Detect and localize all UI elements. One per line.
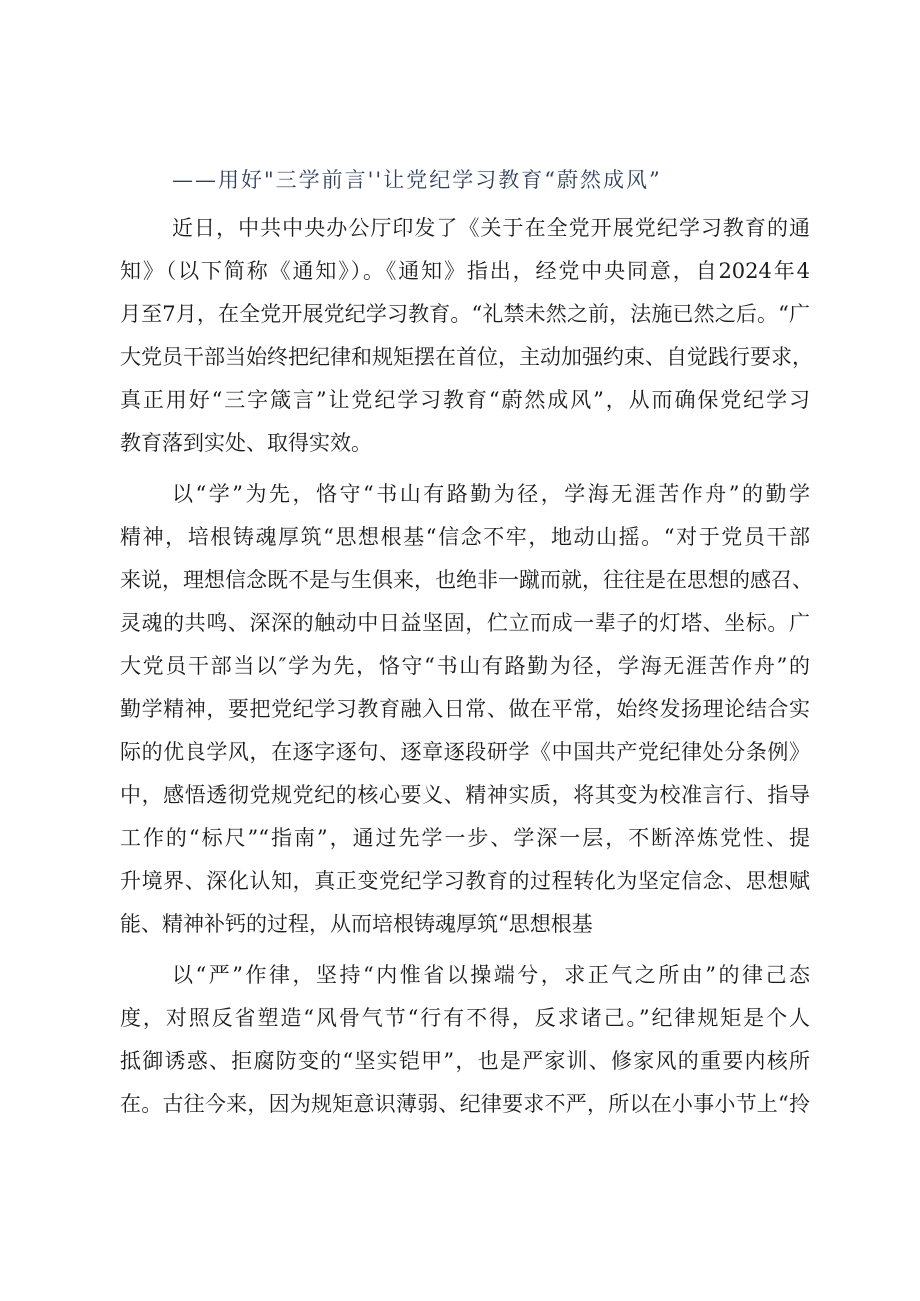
paragraph-2-line-3: 来说，理想信念既不是与生俱来，也绝非一蹴而就，往往是在思想的感召、: [120, 568, 813, 592]
paragraph-1-line-6: 教育落到实处、取得实效。: [120, 431, 372, 455]
paragraph-1-line-1: 近日，中共中央办公厅印发了《关于在全党开展党纪学习教育的通: [172, 216, 810, 240]
paragraph-2-line-10: 升境界、深化认知，真正变党纪学习教育的过程转化为坚定信念、思想赋: [120, 869, 810, 893]
paragraph-3-line-3: 抵御诱惑、拒腐防变的“坚实铠甲”，也是严家训、修家风的重要内核所: [120, 1049, 810, 1073]
paragraph-2-line-9: 工作的“标尺”“指南”，通过先学一步、学深一层，不断淬炼党性、提: [120, 826, 810, 850]
paragraph-2-line-5: 大党员干部当以″学为先，恪守“书山有路勤为径，学海无涯苦作舟”的: [120, 654, 810, 678]
paragraph-1-line-3: 月至7月，在全党开展党纪学习教育。“礼禁未然之前，法施已然之后。“广: [120, 302, 810, 326]
paragraph-3-line-1: 以“严”作律，坚持“内惟省以操端兮，求正气之所由”的律己态: [172, 963, 810, 987]
paragraph-3-line-2: 度，对照反省塑造“风骨气节“行有不得，反求诸己。”纪律规矩是个人: [120, 1006, 810, 1030]
paragraph-2-line-6: 勤学精神，要把党纪学习教育融入日常、做在平常，始终发扬理论结合实: [120, 697, 810, 721]
document-subtitle: ——用好"三学前言''让党纪学习教育“蔚然成风”: [172, 168, 662, 192]
paragraph-2-line-4: 灵魂的共鸣、深深的触动中日益坚固，伫立而成一辈子的灯塔、坐标。广: [120, 611, 810, 635]
paragraph-2-line-7: 际的优良学风，在逐字逐句、逐章逐段研学《中国共产党纪律处分条例》: [120, 740, 810, 764]
paragraph-2-line-11: 能、精神补钙的过程，从而培根铸魂厚筑“思想根基: [120, 912, 593, 936]
paragraph-2-line-1: 以“学”为先，恪守“书山有路勤为径，学海无涯苦作舟”的勤学: [172, 482, 810, 506]
paragraph-1-line-5: 真正用好“三字箴言”让党纪学习教育“蔚然成风”，从而确保党纪学习: [120, 388, 810, 412]
paragraph-2-line-8: 中，感悟透彻党规党纪的核心要义、精神实质，将其变为校准言行、指导: [120, 783, 810, 807]
paragraph-1-line-4: 大党员干部当始终把纪律和规矩摆在首位，主动加强约束、自觉践行要求，: [120, 345, 813, 369]
paragraph-2-line-2: 精神，培根铸魂厚筑“思想根基“信念不牢，地动山摇。“对于党员干部: [120, 525, 810, 549]
paragraph-1-line-2: 知》（以下简称《通知》）。《通知》指出，经党中央同意，自2024年4: [120, 259, 810, 283]
paragraph-3-line-4: 在。古往今来，因为规矩意识薄弱、纪律要求不严，所以在小事小节上“拎: [120, 1092, 810, 1116]
